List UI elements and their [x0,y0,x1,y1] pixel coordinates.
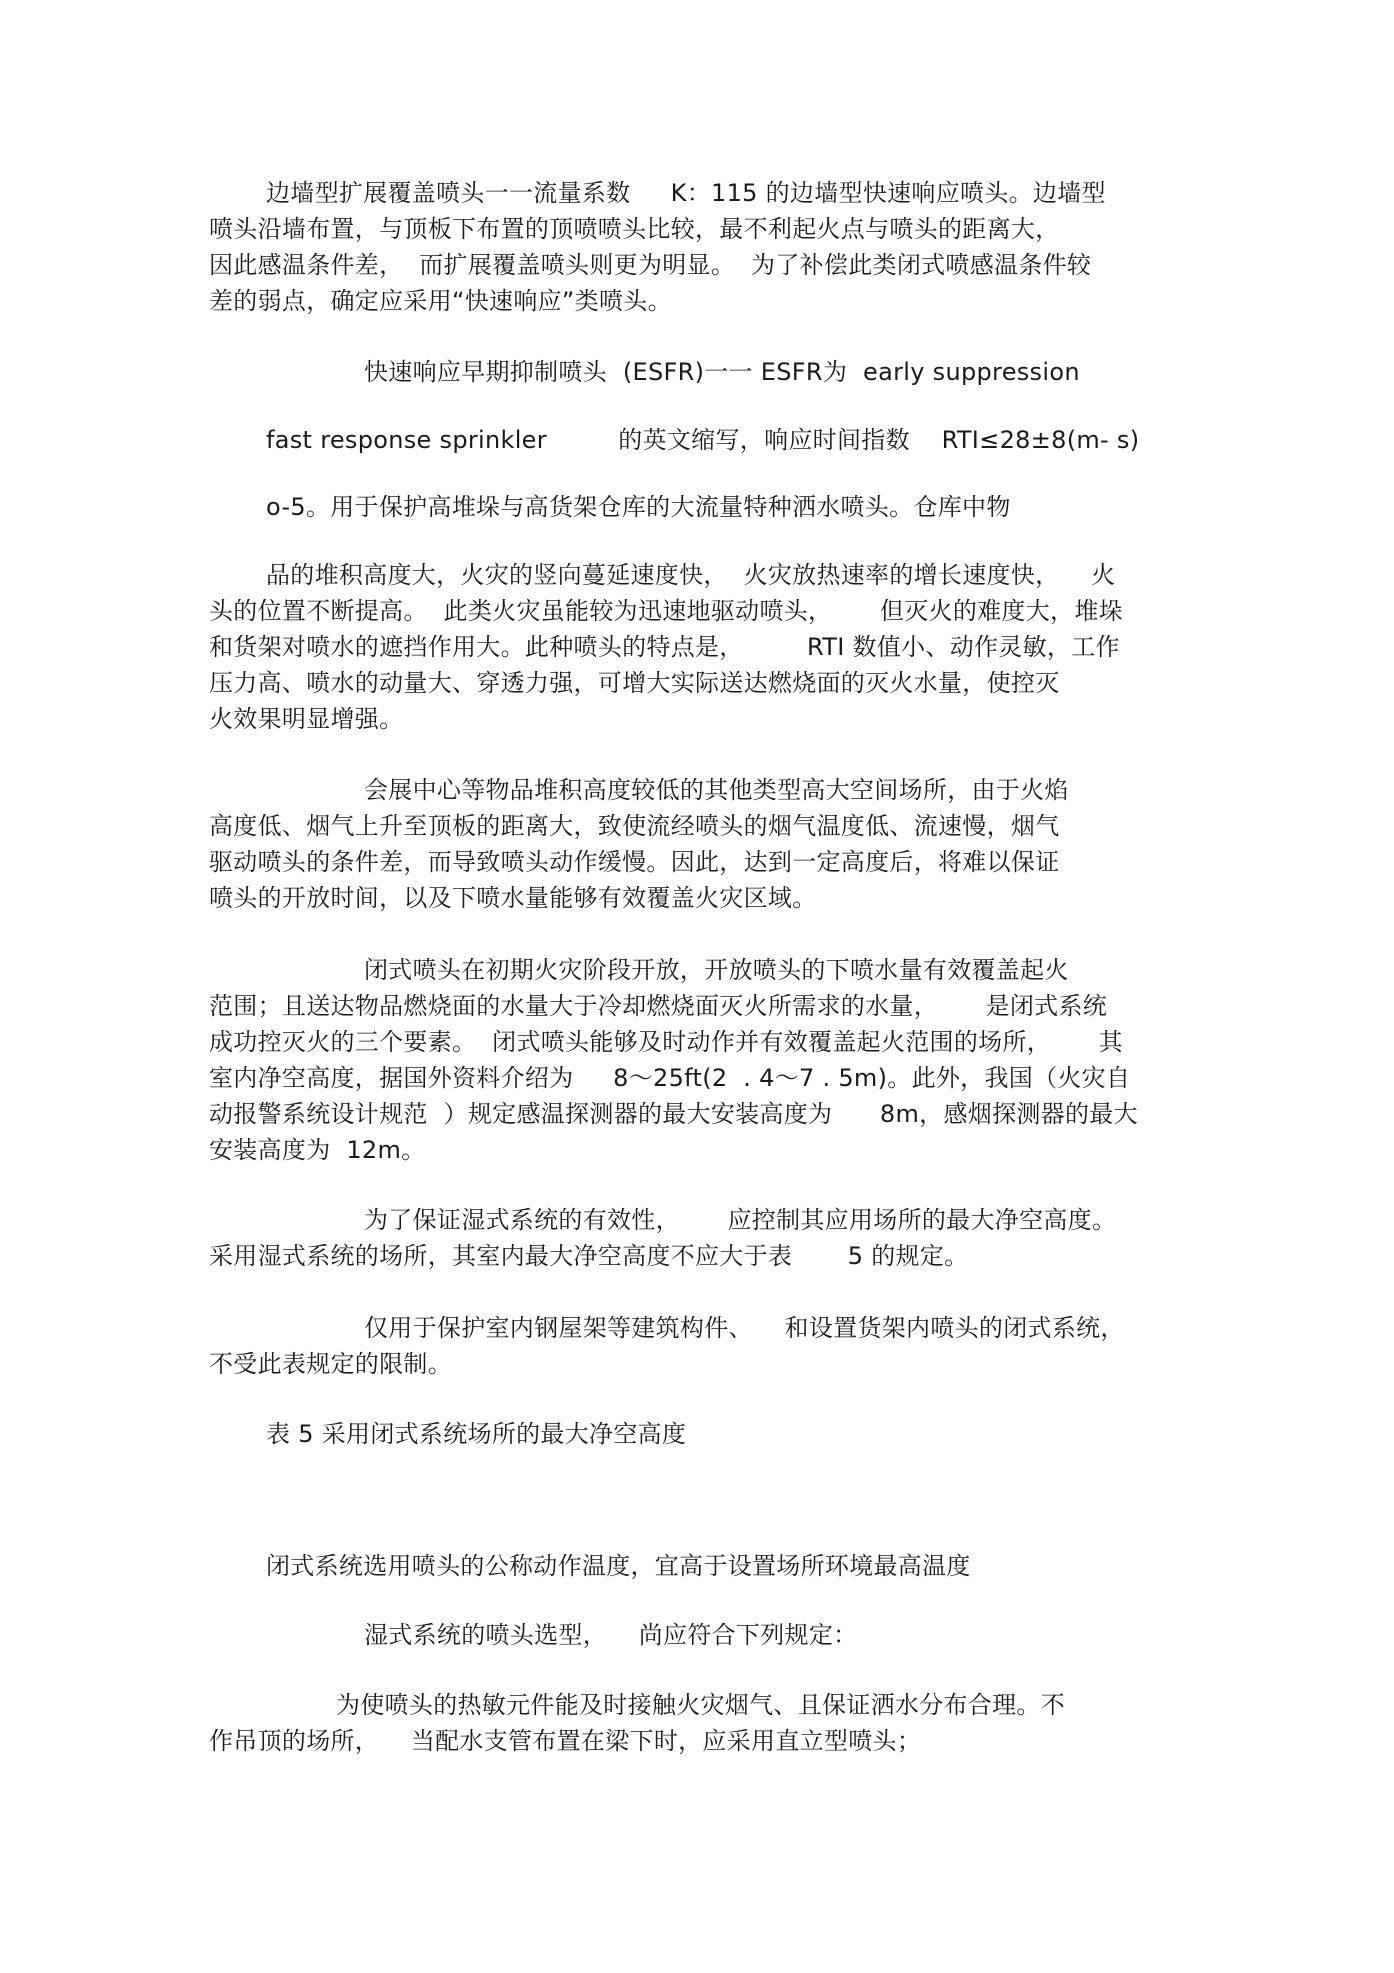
text-line: 边墙型扩展覆盖喷头一一流量系数 K：115 的边墙型快速响应喷头。边墙型 [266,179,1106,207]
text-line: 品的堆积高度大，火灾的竖向蔓延速度快， 火灾放热速率的增长速度快， 火 [266,561,1116,589]
text-line: 为了保证湿式系统的有效性， 应控制其应用场所的最大净空高度。 [364,1206,1117,1234]
text-line: 仅用于保护室内钢屋架等建筑构件、 和设置货架内喷头的闭式系统， [364,1314,1125,1342]
text-line: 不受此表规定的限制。 [209,1350,452,1378]
text-line: 湿式系统的喷头选型， 尚应符合下列规定： [364,1621,858,1649]
text-line: 范围；且送达物品燃烧面的水量大于冷却燃烧面灭火所需求的水量， 是闭式系统 [209,992,1108,1020]
text-line: o-5。用于保护高堆垛与高货架仓库的大流量特种洒水喷头。仓库中物 [266,493,1011,521]
text-line: 闭式喷头在初期火灾阶段开放，开放喷头的下喷水量有效覆盖起火 [364,956,1069,984]
text-line: 采用湿式系统的场所，其室内最大净空高度不应大于表 5 的规定。 [209,1242,969,1270]
text-line: 为使喷头的热敏元件能及时接触火灾烟气、且保证洒水分布合理。不 [336,1691,1065,1719]
text-line: 成功控灭火的三个要素。 闭式喷头能够及时动作并有效覆盖起火范围的场所， 其 [209,1028,1123,1056]
text-line: 火效果明显增强。 [209,705,404,733]
text-line: 会展中心等物品堆积高度较低的其他类型高大空间场所，由于火焰 [364,776,1069,804]
text-line: 安装高度为 12m。 [209,1136,426,1164]
text-line: 因此感温条件差， 而扩展覆盖喷头则更为明显。 为了补偿此类闭式喷感温条件较 [209,251,1092,279]
text-line: 快速响应早期抑制喷头 (ESFR)一一 ESFR为 early suppression [364,358,1080,386]
text-line: 和货架对喷水的遮挡作用大。此种喷头的特点是， RTI 数值小、动作灵敏，工作 [209,633,1120,661]
text-line: 作吊顶的场所， 当配水支管布置在梁下时，应采用直立型喷头； [209,1727,922,1755]
text-line: 驱动喷头的条件差，而导致喷头动作缓慢。因此，达到一定高度后，将难以保证 [209,848,1060,876]
text-line: 喷头沿墙布置，与顶板下布置的顶喷喷头比较，最不利起火点与喷头的距离大， [209,215,1060,243]
text-line: 室内净空高度，据国外资料介绍为 8～25ft(2 . 4～7 . 5m)。此外，我国（火灾自 [209,1064,1131,1092]
text-line: 高度低、烟气上升至顶板的距离大，致使流经喷头的烟气温度低、流速慢，烟气 [209,812,1060,840]
text-line: 差的弱点，确定应采用“快速响应”类喷头。 [209,287,672,315]
text-line: 头的位置不断提高。 此类火灾虽能较为迅速地驱动喷头， 但灭火的难度大，堆垛 [209,597,1123,625]
text-line: 压力高、喷水的动量大、穿透力强，可增大实际送达燃烧面的灭火水量，使控灭 [209,669,1060,697]
text-line: fast response sprinkler 的英文缩写，响应时间指数 RTI≤28±8(m- s) [266,426,1140,454]
text-line: 闭式系统选用喷头的公称动作温度，宜高于设置场所环境最高温度 [266,1552,971,1580]
table-caption: 表 5 采用闭式系统场所的最大净空高度 [266,1420,687,1448]
text-line: 喷头的开放时间，以及下喷水量能够有效覆盖火灾区域。 [209,884,817,912]
text-line: 动报警系统设计规范 ）规定感温探测器的最大安装高度为 8m，感烟探测器的最大 [209,1100,1138,1128]
